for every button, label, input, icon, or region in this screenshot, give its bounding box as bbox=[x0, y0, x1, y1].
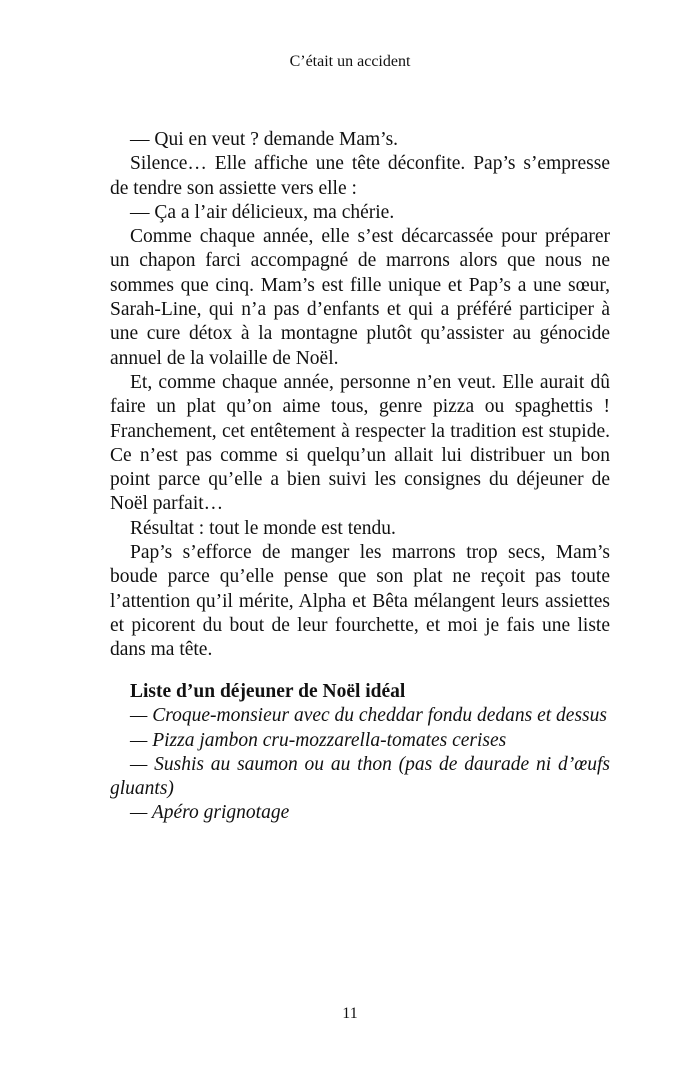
paragraph: — Ça a l’air délicieux, ma chérie. bbox=[130, 201, 395, 223]
list-item: — Apéro grignotage bbox=[130, 802, 290, 824]
paragraph: — Qui en veut ? demande Mam’s. bbox=[130, 129, 399, 150]
list-item: — Croque-monsieur avec du cheddar fondu dedans et dessus bbox=[130, 705, 607, 727]
paragraph: Et, comme chaque année, personne n’en veut. Elle aurait dû faire un plat qu’on aime tous, genre pizza ou spaghettis ! Franchement, cet entêtement à respecter la tradition est stupide. Ce n’est pas comme si quelqu’un allait lui distribuer un bon point parce qu’elle a bien suivi les consignes du déjeuner de Noël parfait… bbox=[110, 371, 610, 515]
list-item: — Pizza jambon cru-mozzarella-tomates cerises bbox=[130, 729, 507, 751]
paragraph: Pap’s s’efforce de manger les marrons trop secs, Mam’s boude parce qu’elle pense que son plat ne reçoit pas toute l’attention qu’il mérite, Alpha et Bêta mélangent leurs assiettes et picorent du bout de leur fourchette, et moi je fais une liste dans ma tête. bbox=[110, 542, 610, 661]
list-title: Liste d’un déjeuner de Noël idéal bbox=[130, 681, 406, 702]
paragraph: Silence… Elle affiche une tête déconfite. Pap’s s’empresse de tendre son assiette vers elle : bbox=[110, 153, 610, 199]
paragraph: Résultat : tout le monde est tendu. bbox=[130, 517, 396, 539]
christmas-lunch-list bbox=[110, 680, 610, 826]
body-text bbox=[110, 128, 610, 663]
paragraph: Comme chaque année, elle s’est décarcassée pour préparer un chapon farci accompagné de marrons alors que nous ne sommes que cinq. Mam’s est fille unique et Pap’s a une sœur, Sarah-Line, qui n’a pas d’enfants et qui a préféré participer à une cure détox à la montagne plutôt qu’assister au génocide annuel de la volaille de Noël. bbox=[110, 226, 610, 369]
running-header: C’était un accident bbox=[289, 53, 411, 70]
list-item: — Sushis au saumon ou au thon (pas de daurade ni d’œufs gluants) bbox=[110, 753, 610, 800]
page-number: 11 bbox=[342, 1005, 358, 1022]
